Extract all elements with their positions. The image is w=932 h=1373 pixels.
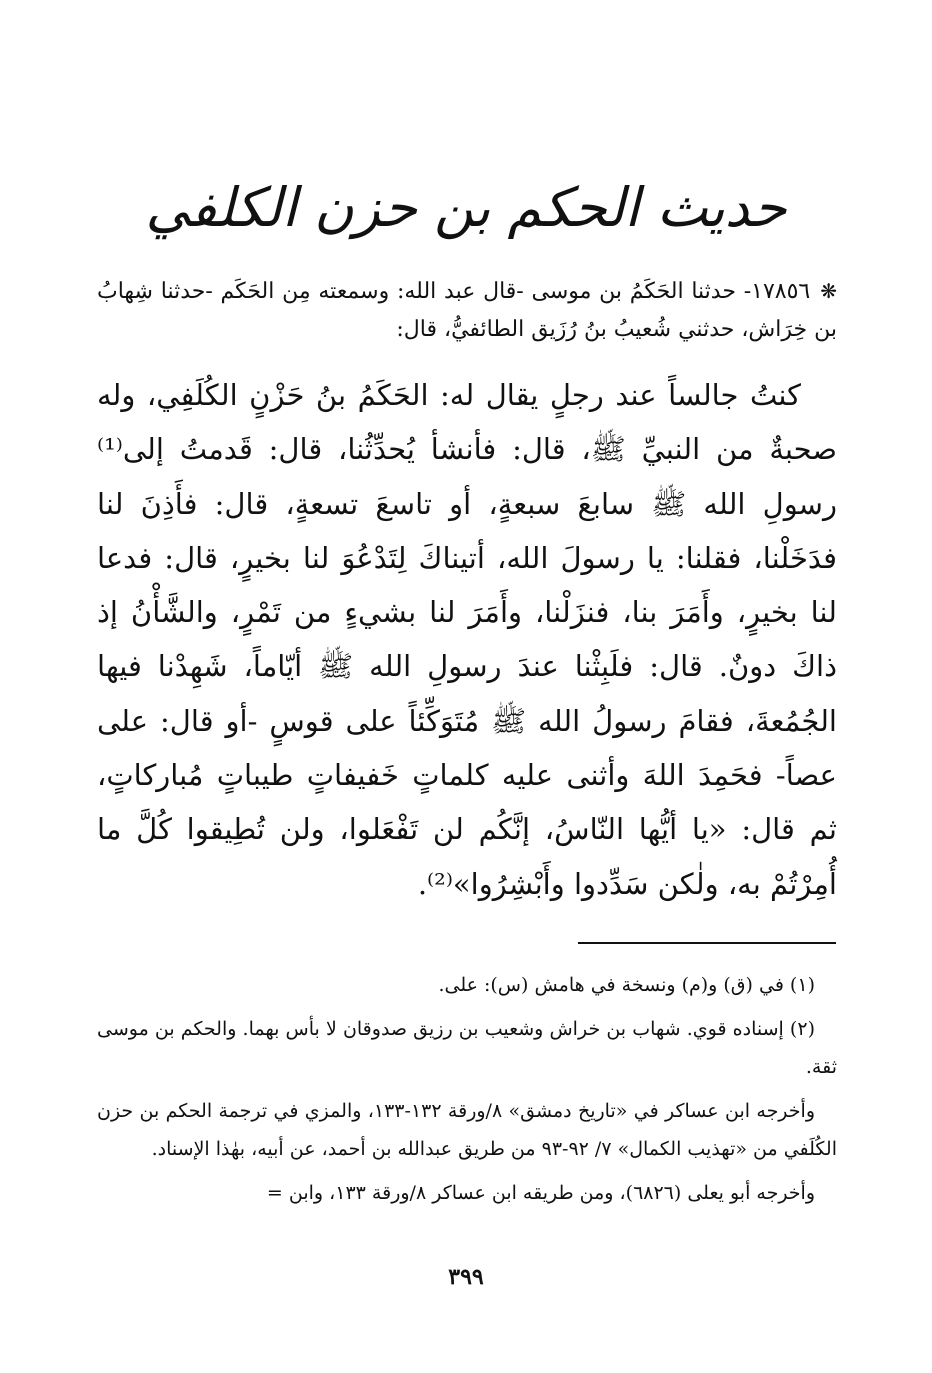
page-number: ٣٩٩ <box>448 1264 484 1290</box>
isnad-text: ١٧٨٥٦- حدثنا الحَكَمُ بن موسى -قال عبد الله: وسمعته مِن الحَكَم -حدثنا شِهابُ بن خِرَاش، حدثني شُعيبُ بنُ رُزَيق الطائفيُّ، قال: <box>97 279 837 342</box>
footnote-2: (٢) إسناده قوي. شهاب بن خراش وشعيب بن رزيق صدوقان لا بأس بهما. والحكم بن موسى ثقة. <box>97 1018 837 1078</box>
footnote-1: (١) في (ق) و(م) ونسخة في هامش (س): على. <box>438 974 815 996</box>
footnotes <box>97 966 837 1218</box>
footnote-2-continued: وأخرجه ابن عساكر في «تاريخ دمشق» ٨/ورقة ١٣٢-١٣٣، والمزي في ترجمة الحكم بن حزن الكُلَفي من «تهذيب الكمال» ٧/ ٩٢-٩٣ من طريق عبدالله بن أحمد، عن أبيه، بهٰذا الإسناد. <box>97 1100 837 1160</box>
chapter-title: حديث الحكم بن حزن الكلفي <box>145 176 787 239</box>
footnote-2-continued: وأخرجه أبو يعلى (٦٨٢٦)، ومن طريقه ابن عساكر ٨/ورقة ١٣٣، وابن = <box>266 1182 815 1204</box>
hadith-body <box>97 368 837 911</box>
footnote-divider <box>578 942 836 944</box>
hadith-text: كنتُ جالساً عند رجلٍ يقال له: الحَكَمُ بنُ حَزْنٍ الكُلَفِي، وله صحبةٌ من النبيِّ ﷺ، قال: فأنشأ يُحدِّثُنا، قال: قَدمتُ إلى⁽¹⁾ رسولِ الله ﷺ سابعَ سبعةٍ، أو تاسعَ تسعةٍ، قال: فأَذِنَ لنا فدَخَلْنا، فقلنا: يا رسولَ الله، أتيناكَ لِتَدْعُوَ لنا بخيرٍ، قال: فدعا لنا بخيرٍ، وأَمَرَ بنا، فنزَلْنا، وأَمَرَ لنا بشيءٍ من تَمْرٍ، والشَّأْنُ إذ ذاكَ دونٌ. قال: فلَبِثْنا عندَ رسولِ الله ﷺ أيّاماً، شَهِدْنا فيها الجُمُعةَ، فقامَ رسولُ الله ﷺ مُتَوَكِّئاً على قوسٍ -أو قال: على عصاً- فحَمِدَ اللهَ وأثنى عليه كلماتٍ خَفيفاتٍ طيباتٍ مُباركاتٍ، ثم قال: «يا أيُّها النّاسُ، إنَّكُم لن تَفْعَلوا، ولن تُطِيقوا كُلَّ ما أُمِرْتُمْ به، ولٰكن سَدِّدوا وأَبْشِرُوا»⁽²⁾. <box>97 378 837 901</box>
hadith-isnad <box>97 272 837 349</box>
hadith-marker-icon: ❋ <box>820 279 837 303</box>
